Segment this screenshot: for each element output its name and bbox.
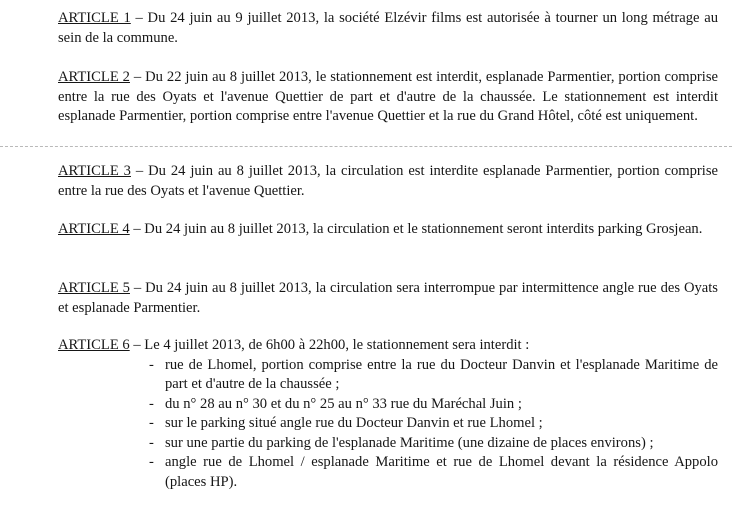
article-4 (58, 220, 718, 240)
article-5 (58, 279, 718, 318)
article-2-text: – Du 22 juin au 8 juillet 2013, le stationnement est interdit, esplanade Parmentier, portion comprise entre la rue des Oyats et l'avenue Quettier de part et d'autre de la chaussée. Le stationnement est interdit esplanade Parmentier, portion comprise entre l'avenue Quettier et la rue du Grand Hôtel, côté est uniquement. (58, 69, 718, 124)
article-1-heading: ARTICLE 1 (58, 10, 131, 26)
bullet-dash: - (149, 454, 154, 470)
article-4-heading: ARTICLE 4 (58, 221, 130, 237)
article-5-heading: ARTICLE 5 (58, 280, 130, 296)
article-2-heading: ARTICLE 2 (58, 69, 130, 85)
list-item: - sur une partie du parking de l'esplanade Maritime (une dizaine de places environs) ; (146, 434, 718, 454)
article-6-list-wrapper (58, 356, 718, 493)
list-item: - angle rue de Lhomel / esplanade Maritime et rue de Lhomel devant la résidence Appolo (places HP). (149, 454, 718, 490)
list-item: - sur le parking situé angle rue du Docteur Danvin et rue Lhomel ; (146, 414, 718, 434)
article-6-bullet-list (146, 356, 718, 493)
list-item: - du n° 28 au n° 30 et du n° 25 au n° 33 rue du Maréchal Juin ; (146, 395, 718, 415)
bullet-dash: - (149, 395, 154, 412)
bullet-dash: - (149, 434, 154, 451)
article-6-intro (58, 336, 718, 356)
article-2 (58, 68, 718, 127)
article-5-text: – Du 24 juin au 8 juillet 2013, la circulation sera interrompue par intermittence angle rue des Oyats et esplanade Parmentier. (58, 280, 718, 316)
article-6-heading: ARTICLE 6 (58, 337, 130, 353)
article-6-text: – Le 4 juillet 2013, de 6h00 à 22h00, le stationnement sera interdit : (129, 337, 530, 353)
article-6 (58, 336, 718, 492)
article-1-text: – Du 24 juin au 9 juillet 2013, la société Elzévir films est autorisée à tourner un long métrage au sein de la commune. (58, 10, 718, 46)
list-item: - rue de Lhomel, portion comprise entre la rue du Docteur Danvin et l'esplanade Maritime de part et d'autre de la chaussée ; (149, 356, 718, 392)
article-1 (58, 9, 718, 48)
scan-fold-line (0, 146, 732, 147)
bullet-dash: - (149, 356, 154, 373)
article-3 (58, 162, 718, 201)
article-3-text: – Du 24 juin au 8 juillet 2013, la circulation est interdite esplanade Parmentier, portion comprise entre la rue des Oyats et l'avenue Quettier. (58, 163, 718, 199)
bullet-dash: - (149, 415, 154, 431)
article-3-heading: ARTICLE 3 (58, 163, 131, 179)
article-4-text: – Du 24 juin au 8 juillet 2013, la circulation et le stationnement seront interdits parking Grosjean. (129, 221, 703, 237)
